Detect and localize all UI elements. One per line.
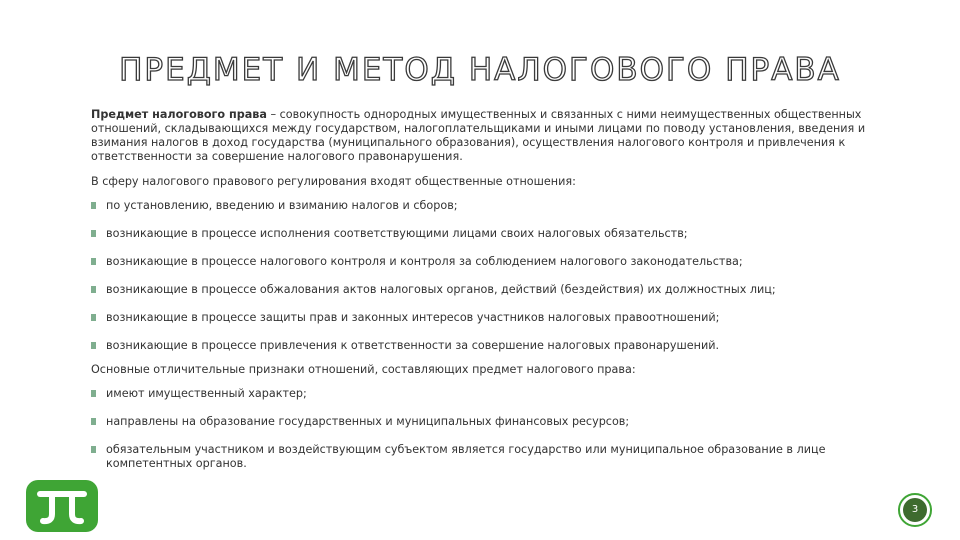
list-item xyxy=(91,339,881,353)
definition-text: – совокупность однородных имущественных и связанных с ними неимущественных общественных отношений, складывающихся между государством, налогоплательщиками и иными лицами по поводу установления, введения и взимания налогов в доход государства (муниципального образования), осуществления налогового контроля и привлечения к ответственности за совершение налогового правонарушения. xyxy=(91,108,866,163)
square-bullet-icon xyxy=(91,418,96,425)
list-item xyxy=(91,387,881,401)
page-number: 3 xyxy=(903,498,927,522)
slide-title: ПРЕДМЕТ И МЕТОД НАЛОГОВОГО ПРАВА xyxy=(119,52,841,88)
square-bullet-icon xyxy=(91,342,96,349)
list-item-text: возникающие в процессе обжалования актов налоговых органов, действий (бездействия) их должностных лиц; xyxy=(106,283,776,296)
list-item xyxy=(91,199,881,213)
list-item xyxy=(91,443,881,471)
list-item-text: возникающие в процессе исполнения соответствующими лицами своих налоговых обязательств; xyxy=(106,227,688,240)
definition-paragraph xyxy=(91,108,881,164)
square-bullet-icon xyxy=(91,446,96,453)
list-item-text: обязательным участником и воздействующим субъектом является государство или муниципальное образование в лице компетентных органов. xyxy=(106,443,826,470)
list-item xyxy=(91,415,881,429)
list-item xyxy=(91,283,881,297)
sphere-intro: В сферу налогового правового регулирования входят общественные отношения: xyxy=(91,175,576,188)
list-item-text: возникающие в процессе привлечения к ответственности за совершение налоговых правонарушений. xyxy=(106,339,720,352)
features-intro: Основные отличительные признаки отношений, составляющих предмет налогового права: xyxy=(91,363,636,376)
list-item-text: возникающие в процессе налогового контроля и контроля за соблюдением налогового законодательства; xyxy=(106,255,743,268)
list-item-text: по установлению, введению и взиманию налогов и сборов; xyxy=(106,199,458,212)
square-bullet-icon xyxy=(91,390,96,397)
list-item-text: имеют имущественный характер; xyxy=(106,387,307,400)
square-bullet-icon xyxy=(91,286,96,293)
features-list xyxy=(91,387,881,471)
square-bullet-icon xyxy=(91,314,96,321)
list-item-text: направлены на образование государственных и муниципальных финансовых ресурсов; xyxy=(106,415,630,428)
square-bullet-icon xyxy=(91,258,96,265)
square-bullet-icon xyxy=(91,230,96,237)
list-item xyxy=(91,255,881,269)
sphere-list xyxy=(91,199,881,353)
slide-content xyxy=(91,108,881,481)
square-bullet-icon xyxy=(91,202,96,209)
pi-logo-icon xyxy=(26,480,98,532)
list-item-text: возникающие в процессе защиты прав и законных интересов участников налоговых правоотношений; xyxy=(106,311,720,324)
page-number-badge xyxy=(898,493,932,527)
list-item xyxy=(91,311,881,325)
definition-term: Предмет налогового права xyxy=(91,108,267,121)
list-item xyxy=(91,227,881,241)
